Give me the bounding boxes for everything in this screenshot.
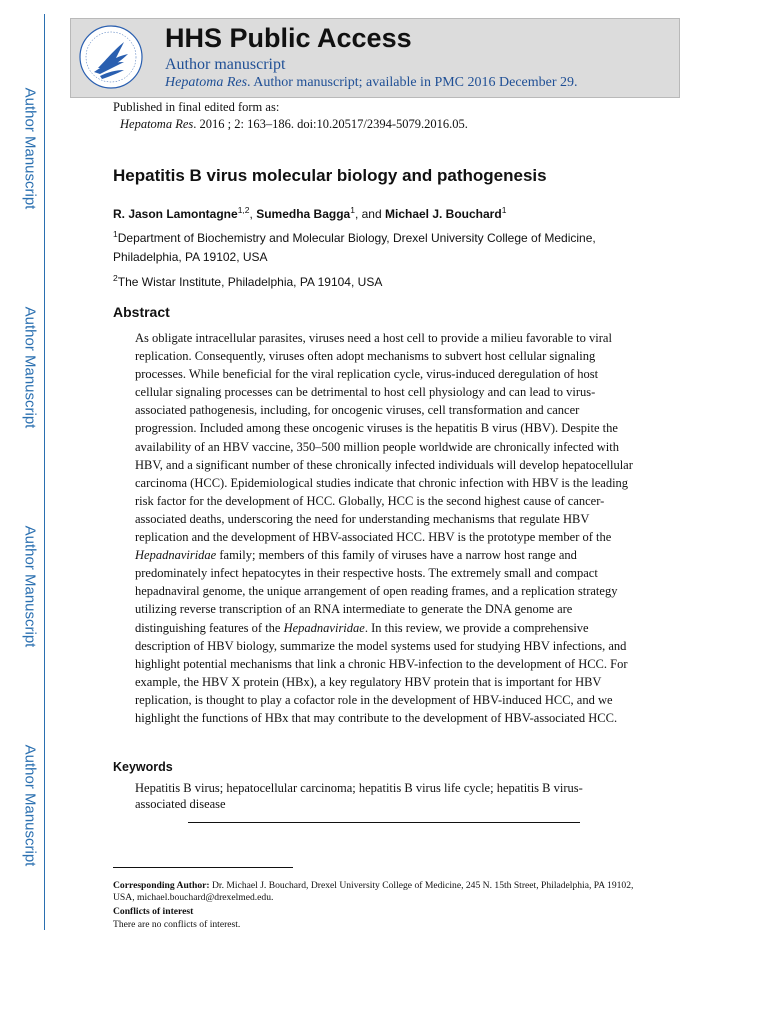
- conflicts-text: There are no conflicts of interest.: [113, 919, 241, 930]
- margin-label: Author Manuscript: [21, 306, 39, 428]
- corresponding-author-note: Corresponding Author: Dr. Michael J. Bouchard, Drexel University College of Medicine, 245 N. 15th Street, Philadelphia, PA 19102, USA, michael.bouchard@drexelmed.edu.: [113, 880, 634, 903]
- paper-title: Hepatitis B virus molecular biology and pathogenesis: [113, 166, 547, 185]
- hhs-eagle-seal-icon: [78, 24, 144, 90]
- section-divider: [188, 822, 580, 823]
- keywords-text: Hepatitis B virus; hepatocellular carcinoma; hepatitis B virus life cycle; hepatitis B virus-associated disease: [135, 781, 583, 811]
- footnote-divider: [113, 867, 293, 868]
- margin-label: Author Manuscript: [21, 87, 39, 209]
- abstract-heading: Abstract: [113, 304, 170, 320]
- affiliation: $^1$Department of Biochemistry and Molecular Biology, Drexel University College of Medicine, Philadelphia, PA 19102, USA: [113, 229, 596, 264]
- affiliation: $^2$The Wistar Institute, Philadelphia, PA 19104, USA: [113, 273, 383, 289]
- published-label: Published in final edited form as:: [113, 100, 280, 114]
- keywords-heading: Keywords: [113, 760, 173, 774]
- pmc-citation: Hepatoma Res. Author manuscript; available in PMC 2016 December 29.: [165, 75, 578, 90]
- conflicts-heading: Conflicts of interest: [113, 906, 194, 917]
- manuscript-label: Author manuscript: [165, 56, 286, 73]
- author-list: R. Jason Lamontagne$^{1,2}$, Sumedha Bagga$^1$, and Michael J. Bouchard$^1$: [113, 205, 507, 221]
- hhs-title: HHS Public Access: [165, 23, 412, 53]
- margin-label: Author Manuscript: [21, 744, 39, 866]
- published-citation: Hepatoma Res. 2016 ; 2: 163–186. doi:10.20517/2394-5079.2016.05.: [120, 117, 468, 131]
- abstract-text: As obligate intracellular parasites, viruses need a host cell to provide a milieu favorable to viral replication. Consequently, viruses often adopt mechanisms to subvert host cellular signaling processes. While beneficial for the viral replication cycle, virus-induced deregulation of host cellular signaling processes can be detrimental to host cell physiology and can lead to virus-associated pathogenesis, including, for oncogenic viruses, cell transformation and cancer progression. Included among these oncogenic viruses is the hepatitis B virus (HBV). Despite the availability of an HBV vaccine, 350–500 million people worldwide are chronically infected with HBV, and a significant number of these chronically infected individuals will develop hepatocellular carcinoma (HCC). Epidemiological studies indicate that chronic infection with HBV is the leading risk factor for the development of HCC. Globally, HCC is the second highest cause of cancer-associated deaths, underscoring the need for understanding mechanisms that regulate HBV replication and the development of HBV-associated HCC. HBV is the prototype member of the Hepadnaviridae family; members of this family of viruses have a narrow host range and predominately infect hepatocytes in their respective hosts. The extremely small and compact hepadnaviral genome, the unique arrangement of open reading frames, and a replication strategy utilizing reverse transcription of an RNA intermediate to generate the DNA genome are distinguishing features of the Hepadnaviridae. In this review, we provide a comprehensive description of HBV biology, summarize the model systems used for studying HBV infections, and highlight potential mechanisms that link a chronic HBV-infection to the development of HCC. For example, the HBV X protein (HBx), a key regulatory HBV protein that is important for HBV replication, is thought to play a cofactor role in the development of HBV-induced HCC, and we highlight the functions of HBx that may contribute to the development of HBV-associated HCC.: [135, 331, 633, 725]
- margin-label: Author Manuscript: [21, 525, 39, 647]
